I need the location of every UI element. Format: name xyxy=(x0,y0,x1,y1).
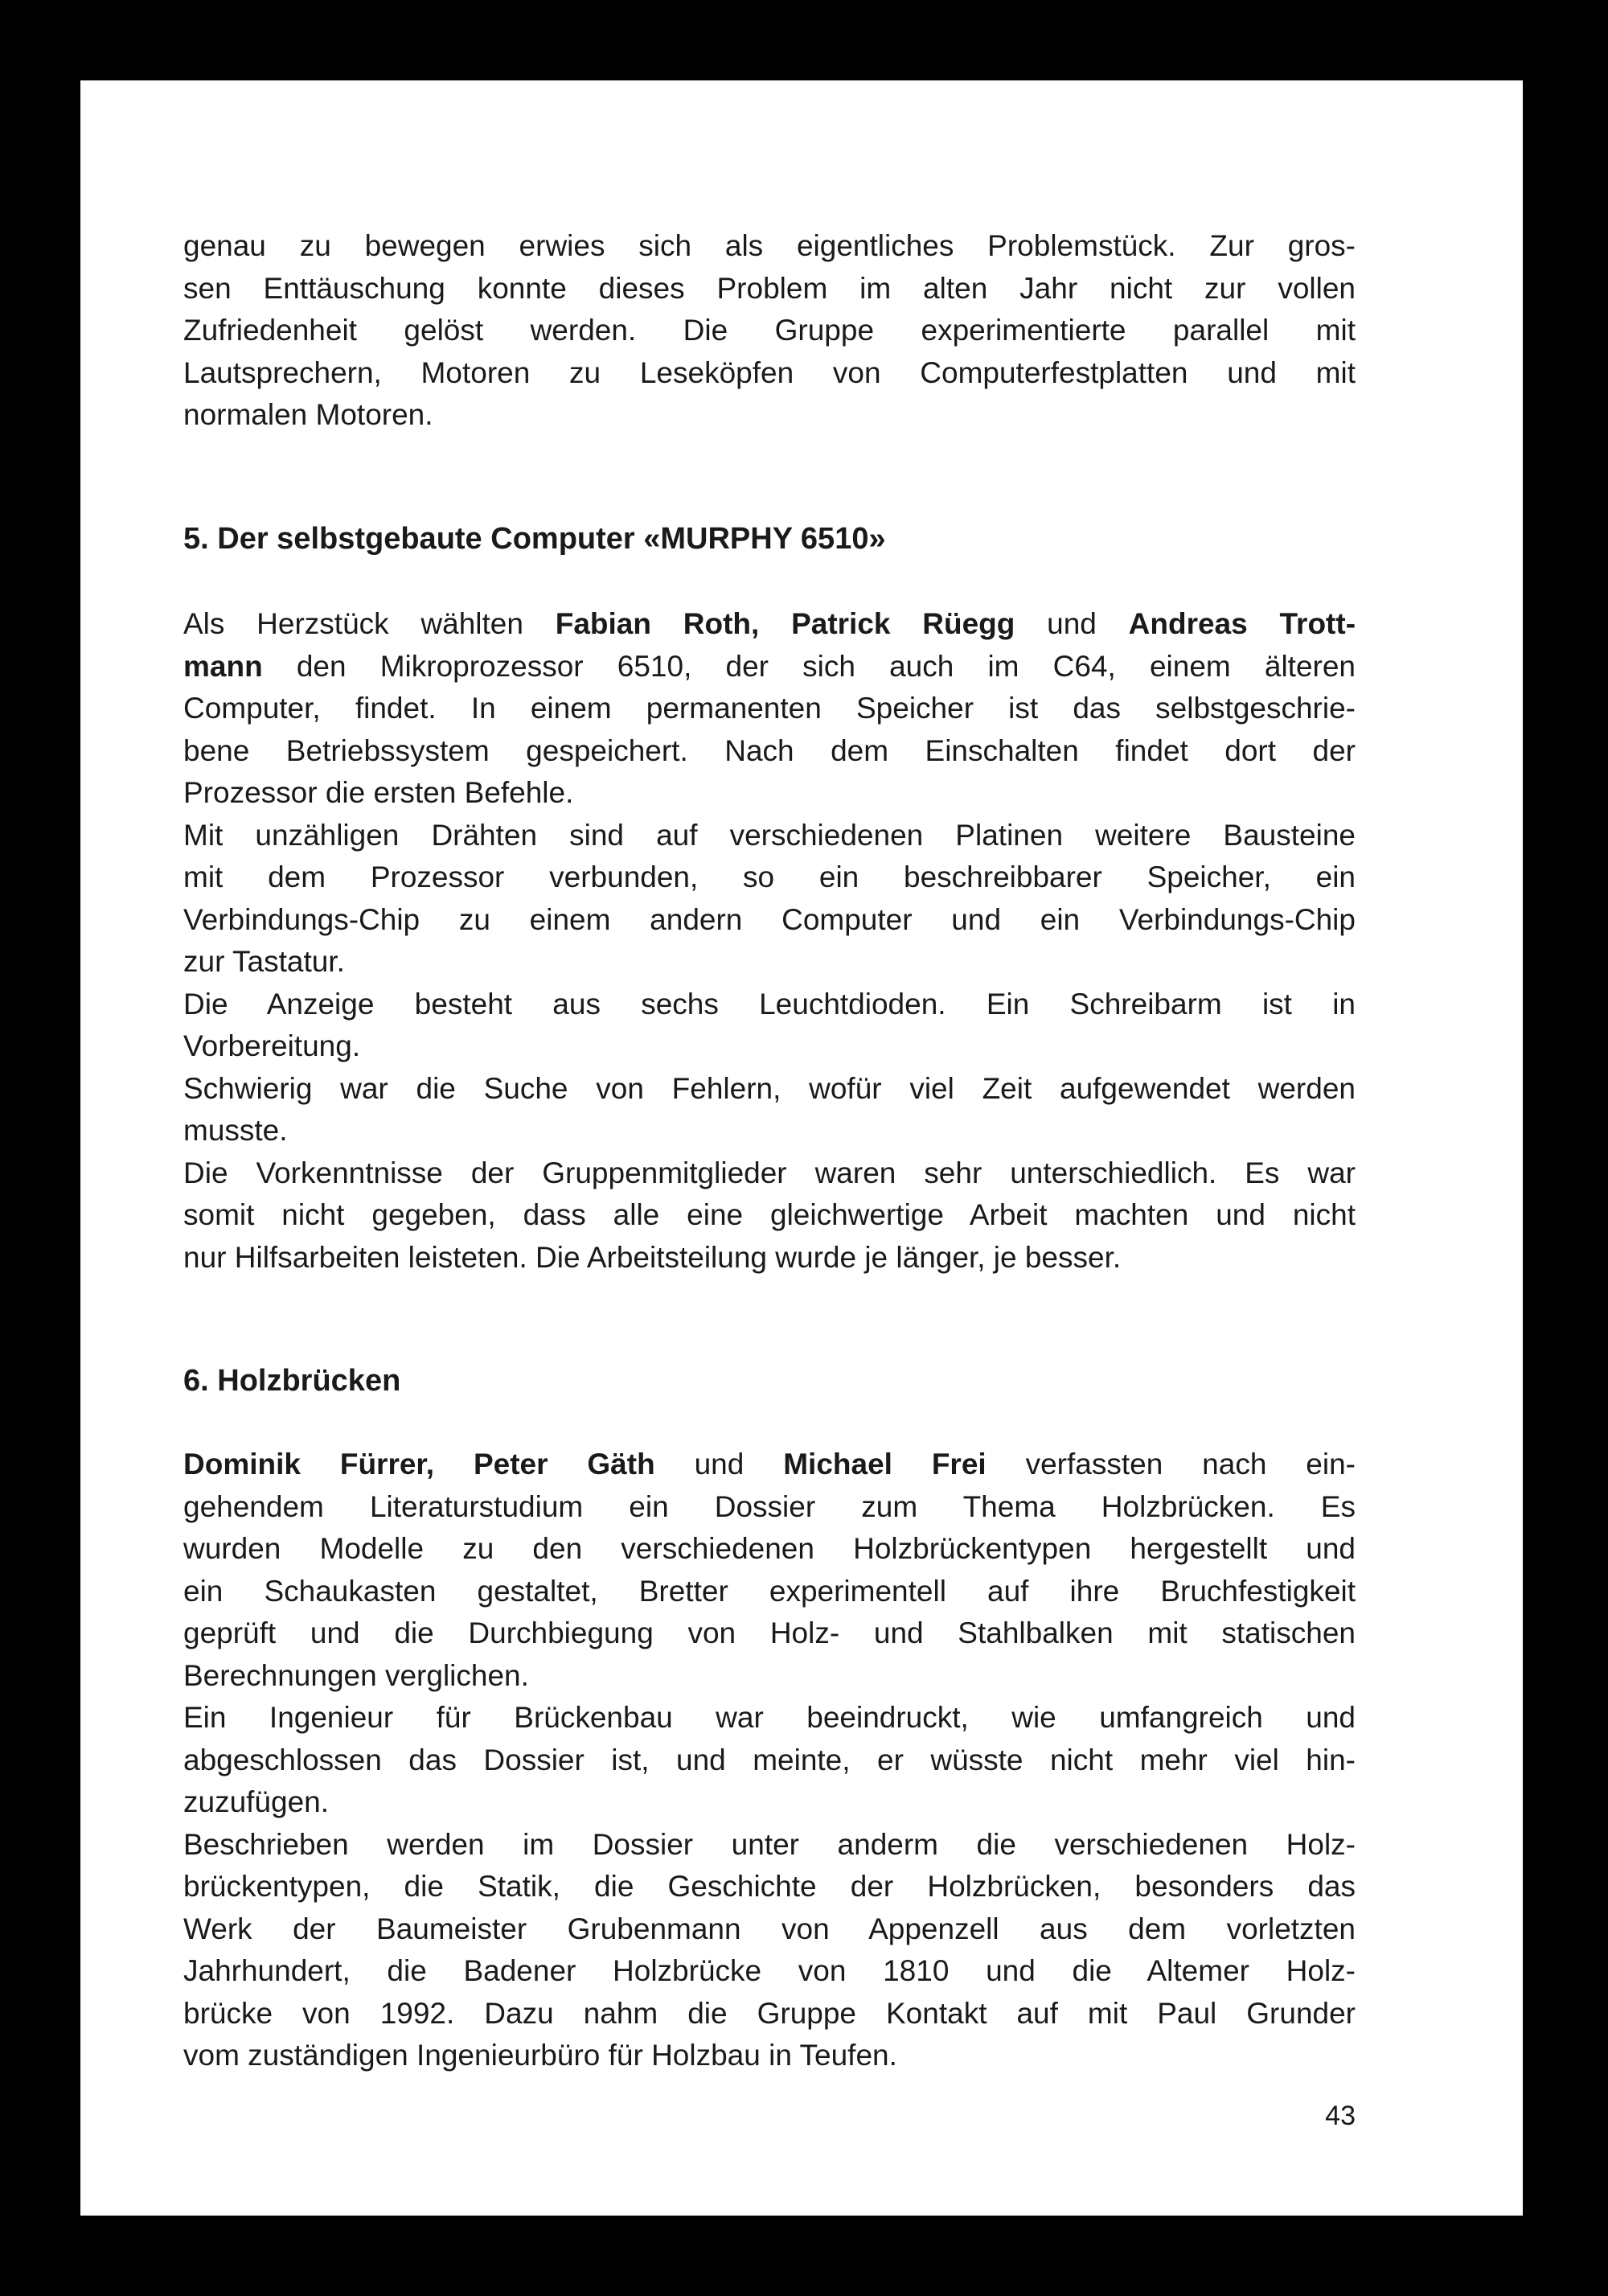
text-span: wurden Modelle zu den verschiedenen Holzbrückentypen hergestellt und xyxy=(183,1532,1356,1565)
text-span: brücke von 1992. Dazu nahm die Gruppe Kontakt auf mit Paul Grunder xyxy=(183,1996,1356,2030)
text-span: sen Enttäuschung konnte dieses Problem im alten Jahr nicht zur vollen xyxy=(183,271,1356,305)
paragraph-3 xyxy=(183,1444,1356,2077)
text-line xyxy=(183,688,1356,730)
text-line xyxy=(183,1528,1356,1571)
text-line xyxy=(183,899,1356,942)
text-span: normalen Motoren. xyxy=(183,398,433,431)
text-span: den Mikroprozessor 6510, der sich auch im C64, einem älteren xyxy=(262,649,1356,683)
text-span: ein Schaukasten gestaltet, Bretter experimentell auf ihre Bruchfestigkeit xyxy=(183,1574,1356,1608)
text-line xyxy=(183,1950,1356,1993)
text-span: somit nicht gegeben, dass alle eine gleichwertige Arbeit machten und nicht xyxy=(183,1198,1356,1231)
text-line xyxy=(183,1697,1356,1739)
text-line xyxy=(183,1068,1356,1111)
text-line xyxy=(183,352,1356,395)
text-line xyxy=(183,1824,1356,1867)
text-span: gehendem Literaturstudium ein Dossier zum Thema Holzbrücken. Es xyxy=(183,1489,1356,1523)
text-span: Schwierig war die Suche von Fehlern, wofür viel Zeit aufgewendet werden xyxy=(183,1071,1356,1105)
text-line xyxy=(183,1486,1356,1529)
text-span: Verbindungs-Chip zu einem andern Computer und ein Verbindungs-Chip xyxy=(183,902,1356,936)
text-line xyxy=(183,941,1356,984)
text-span: brückentypen, die Statik, die Geschichte der Holzbrücken, besonders das xyxy=(183,1870,1356,1903)
text-span: Mit unzähligen Drähten sind auf verschiedenen Platinen weitere Bausteine xyxy=(183,818,1356,852)
text-line xyxy=(183,984,1356,1026)
text-line xyxy=(183,1571,1356,1613)
text-line xyxy=(183,646,1356,688)
text-line xyxy=(183,1152,1356,1195)
section-heading-6: 6. Holzbrücken xyxy=(183,1364,401,1398)
bold-name: Andreas Trott- xyxy=(1128,607,1356,640)
text-span: Als Herzstück wählten xyxy=(183,607,556,640)
text-span: Vorbereitung. xyxy=(183,1029,361,1062)
text-span: zur Tastatur. xyxy=(183,945,345,978)
text-span: vom zuständigen Ingenieurbüro für Holzbau in Teufen. xyxy=(183,2039,897,2072)
text-line xyxy=(183,1781,1356,1824)
text-span: Lautsprechern, Motoren zu Leseköpfen von Computerfestplatten und mit xyxy=(183,355,1356,389)
text-line xyxy=(183,603,1356,646)
text-span: verfassten nach ein- xyxy=(986,1448,1356,1481)
text-line xyxy=(183,1444,1356,1486)
text-span: genau zu bewegen erwies sich als eigentliches Problemstück. Zur gros- xyxy=(183,229,1356,262)
bold-name: Dominik Fürrer, Peter Gäth xyxy=(183,1448,655,1481)
text-span: Beschrieben werden im Dossier unter anderm die verschiedenen Holz- xyxy=(183,1827,1356,1861)
text-line xyxy=(183,310,1356,352)
text-line xyxy=(183,1612,1356,1655)
text-span: Die Anzeige besteht aus sechs Leuchtdioden. Ein Schreibarm ist in xyxy=(183,987,1356,1021)
text-span: musste. xyxy=(183,1114,288,1147)
text-line xyxy=(183,1739,1356,1782)
page-number: 43 xyxy=(1325,2101,1356,2131)
text-line xyxy=(183,772,1356,815)
text-span: und xyxy=(654,1448,784,1481)
text-span: Werk der Baumeister Grubenmann von Appenzell aus dem vorletzten xyxy=(183,1912,1356,1945)
text-span: bene Betriebssystem gespeichert. Nach dem Einschalten findet dort der xyxy=(183,733,1356,767)
text-span: Zufriedenheit gelöst werden. Die Gruppe experimentierte parallel mit xyxy=(183,314,1356,347)
text-span: nur Hilfsarbeiten leisteten. Die Arbeitsteilung wurde je länger, je besser. xyxy=(183,1240,1122,1274)
text-line xyxy=(183,856,1356,899)
text-span: und xyxy=(1015,607,1129,640)
section-heading-5: 5. Der selbstgebaute Computer «MURPHY 6510» xyxy=(183,522,886,556)
text-line xyxy=(183,268,1356,310)
text-line xyxy=(183,1237,1356,1279)
text-span: Die Vorkenntnisse der Gruppenmitglieder waren sehr unterschiedlich. Es war xyxy=(183,1156,1356,1189)
text-line xyxy=(183,2035,1356,2077)
bold-name: mann xyxy=(183,649,263,683)
text-line xyxy=(183,1908,1356,1951)
paragraph-1 xyxy=(183,225,1356,437)
text-line xyxy=(183,1866,1356,1908)
text-line xyxy=(183,1110,1356,1152)
bold-name: Michael Frei xyxy=(783,1448,987,1481)
bold-name: Fabian Roth, Patrick Rüegg xyxy=(555,607,1015,640)
text-span: Prozessor die ersten Befehle. xyxy=(183,776,574,809)
text-span: geprüft und die Durchbiegung von Holz- und Stahlbalken mit statischen xyxy=(183,1616,1356,1649)
text-span: mit dem Prozessor verbunden, so ein beschreibbarer Speicher, ein xyxy=(183,860,1356,893)
text-span: abgeschlossen das Dossier ist, und meinte, er wüsste nicht mehr viel hin- xyxy=(183,1743,1356,1776)
text-line xyxy=(183,1025,1356,1068)
text-line xyxy=(183,1655,1356,1698)
text-line xyxy=(183,394,1356,437)
text-span: zuzufügen. xyxy=(183,1785,330,1818)
paragraph-2 xyxy=(183,603,1356,1279)
text-line xyxy=(183,730,1356,773)
text-line xyxy=(183,1993,1356,2035)
text-span: Ein Ingenieur für Brückenbau war beeindruckt, wie umfangreich und xyxy=(183,1701,1356,1734)
text-span: Jahrhundert, die Badener Holzbrücke von 1810 und die Altemer Holz- xyxy=(183,1954,1356,1987)
text-span: Berechnungen verglichen. xyxy=(183,1658,529,1692)
text-line xyxy=(183,815,1356,857)
text-line xyxy=(183,225,1356,268)
text-line xyxy=(183,1194,1356,1237)
text-span: Computer, findet. In einem permanenten Speicher ist das selbstgeschrie- xyxy=(183,692,1356,725)
